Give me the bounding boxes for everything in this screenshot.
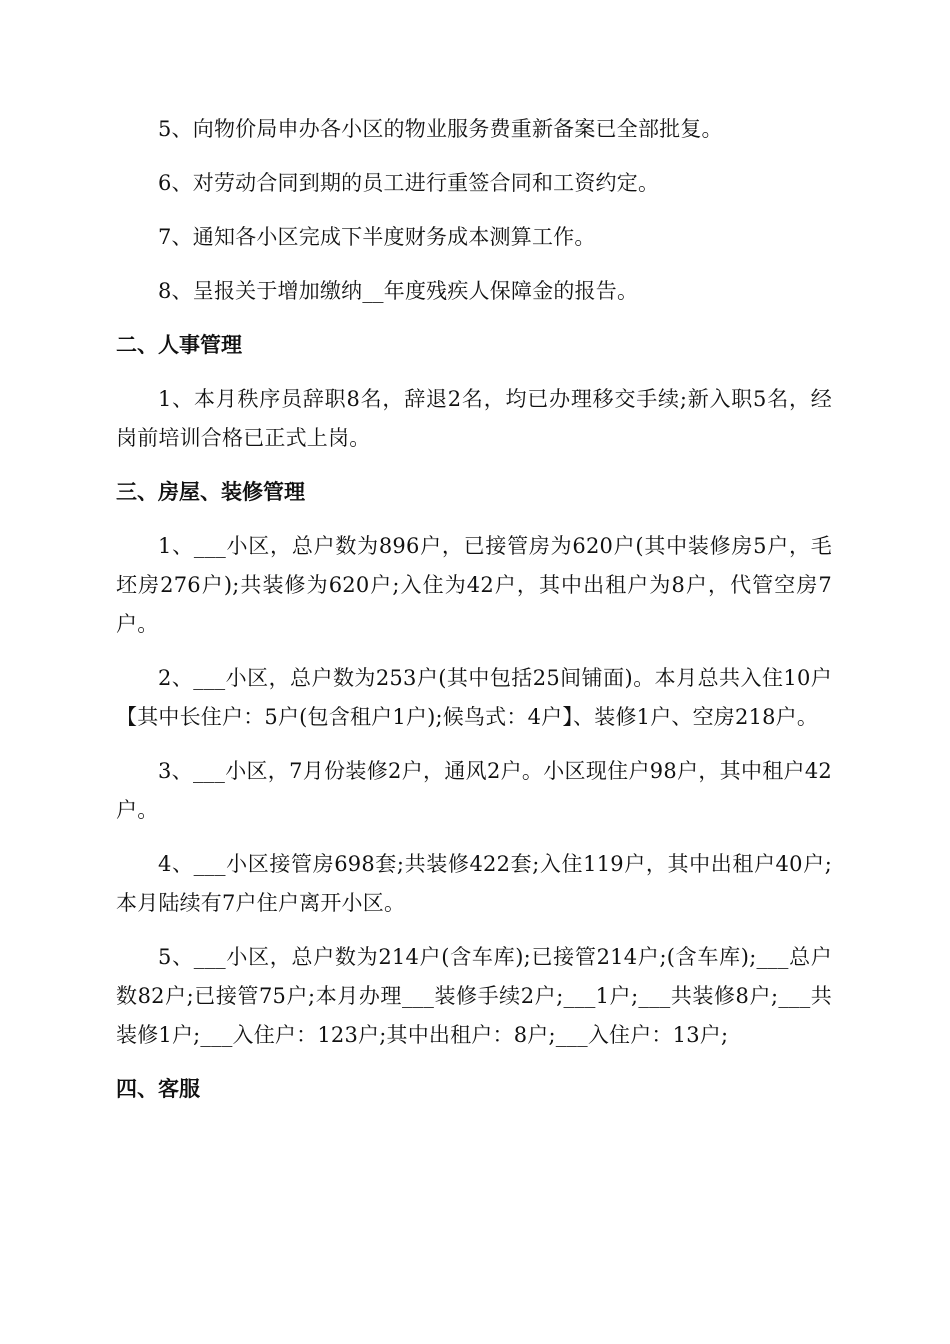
paragraph-item-8: 8、呈报关于增加缴纳__年度残疾人保障金的报告。: [158, 279, 639, 303]
paragraph-housing-2: 2、___小区，总户数为253户(其中包括25间铺面)。本月总共入住10户【其中长住户：5户(包含租户1户);候鸟式：4户】、装修1户、空房218户。: [116, 666, 832, 729]
paragraph-housing-4: 4、___小区接管房698套;共装修422套;入住119户，其中出租户40户;本月陆续有7户住户离开小区。: [116, 852, 832, 915]
paragraph-housing-1: 1、___小区，总户数为896户，已接管房为620户(其中装修房5户，毛坯房276户);共装修为620户;入住为42户，其中出租户为8户，代管空房7户。: [116, 534, 832, 636]
paragraph-housing-3: 3、___小区，7月份装修2户，通风2户。小区现住户98户，其中租户42户。: [116, 759, 832, 822]
document-body: [116, 110, 832, 1124]
section-heading-housing: 三、房屋、装修管理: [116, 480, 305, 504]
section-heading-personnel: 二、人事管理: [116, 333, 242, 357]
paragraph-personnel-1: 1、本月秩序员辞职8名，辞退2名，均已办理移交手续;新入职5名，经岗前培训合格已正式上岗。: [116, 387, 832, 450]
paragraph-item-6: 6、对劳动合同到期的员工进行重签合同和工资约定。: [158, 171, 660, 195]
paragraph-item-7: 7、通知各小区完成下半度财务成本测算工作。: [158, 225, 596, 249]
paragraph-item-5: 5、向物价局申办各小区的物业服务费重新备案已全部批复。: [158, 117, 723, 141]
section-heading-customer-service: 四、客服: [116, 1077, 200, 1101]
paragraph-housing-5: 5、___小区，总户数为214户(含车库);已接管214户;(含车库);___总户数82户;已接管75户;本月办理___装修手续2户;___1户;___共装修8户;___共装修1户;___入住户：123户;其中出租户：8户;___入住户：13户;: [116, 945, 832, 1047]
